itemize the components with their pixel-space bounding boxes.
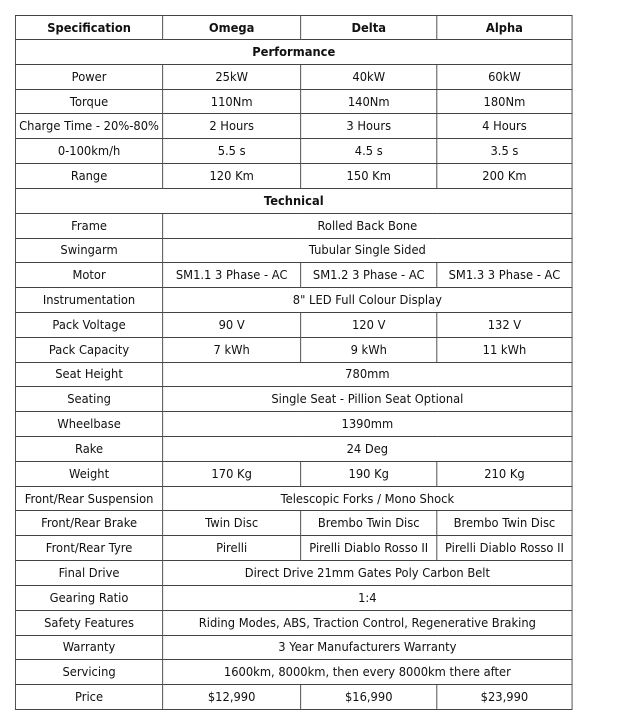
table-row — [15, 164, 572, 189]
table-row — [15, 362, 572, 387]
spec-value: 8" LED Full Colour Display — [163, 288, 572, 313]
table-row — [15, 660, 572, 685]
spec-value: 40kW — [301, 64, 437, 89]
spec-label: Power — [15, 64, 162, 89]
spec-value: 1600km, 8000km, then every 8000km there after — [163, 660, 572, 685]
spec-label: Seat Height — [15, 362, 162, 387]
spec-label: Price — [15, 685, 162, 710]
spec-label: Front/Rear Brake — [15, 511, 162, 536]
spec-value: 11 kWh — [437, 337, 572, 362]
table-row — [15, 585, 572, 610]
section-title: Performance — [15, 40, 572, 65]
spec-label: Pack Voltage — [15, 312, 162, 337]
spec-table — [15, 15, 573, 710]
spec-value: Brembo Twin Disc — [437, 511, 572, 536]
spec-label: Charge Time - 20%-80% — [15, 114, 162, 139]
spec-label: Gearing Ratio — [15, 585, 162, 610]
spec-value: 5.5 s — [163, 139, 301, 164]
spec-value: 4.5 s — [301, 139, 437, 164]
spec-value: 60kW — [437, 64, 572, 89]
table-row — [15, 685, 572, 710]
spec-value: 4 Hours — [437, 114, 572, 139]
spec-value: 170 Kg — [163, 461, 301, 486]
spec-value: Pirelli — [163, 536, 301, 561]
section-title: Technical — [15, 188, 572, 213]
spec-value: Riding Modes, ABS, Traction Control, Regenerative Braking — [163, 610, 572, 635]
spec-label: Instrumentation — [15, 288, 162, 313]
table-row — [15, 387, 572, 412]
spec-value: 1:4 — [163, 585, 572, 610]
spec-value: 3 Year Manufacturers Warranty — [163, 635, 572, 660]
spec-value: 1390mm — [163, 412, 572, 437]
spec-value: 9 kWh — [301, 337, 437, 362]
spec-value: 120 Km — [163, 164, 301, 189]
spec-label: Torque — [15, 89, 162, 114]
spec-value: Single Seat - Pillion Seat Optional — [163, 387, 572, 412]
spec-value: $12,990 — [163, 685, 301, 710]
header-alpha: Alpha — [437, 16, 572, 40]
table-row — [15, 486, 572, 511]
spec-value: Pirelli Diablo Rosso II — [437, 536, 572, 561]
spec-label: Pack Capacity — [15, 337, 162, 362]
spec-value: SM1.1 3 Phase - AC — [163, 263, 301, 288]
table-row — [15, 610, 572, 635]
header-specification: Specification — [15, 16, 162, 40]
spec-label: Swingarm — [15, 238, 162, 263]
section-row-performance — [15, 40, 572, 65]
spec-value: 200 Km — [437, 164, 572, 189]
table-row — [15, 139, 572, 164]
spec-label: Frame — [15, 213, 162, 238]
header-row — [15, 16, 572, 40]
spec-value: 3 Hours — [301, 114, 437, 139]
header-delta: Delta — [301, 16, 437, 40]
spec-value: SM1.3 3 Phase - AC — [437, 263, 572, 288]
section-row-technical — [15, 188, 572, 213]
table-row — [15, 561, 572, 586]
table-row — [15, 337, 572, 362]
spec-value: $23,990 — [437, 685, 572, 710]
spec-value: Telescopic Forks / Mono Shock — [163, 486, 572, 511]
table-row — [15, 114, 572, 139]
spec-label: Final Drive — [15, 561, 162, 586]
spec-value: 3.5 s — [437, 139, 572, 164]
spec-label: Weight — [15, 461, 162, 486]
table-row — [15, 437, 572, 462]
spec-label: Servicing — [15, 660, 162, 685]
spec-value: Twin Disc — [163, 511, 301, 536]
table-row — [15, 238, 572, 263]
table-row — [15, 263, 572, 288]
spec-label: Front/Rear Suspension — [15, 486, 162, 511]
table-row — [15, 213, 572, 238]
spec-value: Rolled Back Bone — [163, 213, 572, 238]
table-row — [15, 64, 572, 89]
spec-label: Seating — [15, 387, 162, 412]
header-omega: Omega — [163, 16, 301, 40]
spec-label: Wheelbase — [15, 412, 162, 437]
spec-value: 24 Deg — [163, 437, 572, 462]
spec-value: $16,990 — [301, 685, 437, 710]
spec-label: Rake — [15, 437, 162, 462]
table-row — [15, 461, 572, 486]
spec-value: 140Nm — [301, 89, 437, 114]
spec-value: 90 V — [163, 312, 301, 337]
spec-label: Warranty — [15, 635, 162, 660]
spec-label: 0-100km/h — [15, 139, 162, 164]
spec-value: Direct Drive 21mm Gates Poly Carbon Belt — [163, 561, 572, 586]
spec-value: 150 Km — [301, 164, 437, 189]
spec-value: 190 Kg — [301, 461, 437, 486]
spec-value: Tubular Single Sided — [163, 238, 572, 263]
spec-value: 210 Kg — [437, 461, 572, 486]
spec-label: Front/Rear Tyre — [15, 536, 162, 561]
spec-value: 7 kWh — [163, 337, 301, 362]
table-row — [15, 511, 572, 536]
table-row — [15, 635, 572, 660]
table-row — [15, 536, 572, 561]
spec-value: 780mm — [163, 362, 572, 387]
spec-value: 110Nm — [163, 89, 301, 114]
table-row — [15, 312, 572, 337]
spec-value: 180Nm — [437, 89, 572, 114]
spec-label: Motor — [15, 263, 162, 288]
table-row — [15, 89, 572, 114]
spec-value: Pirelli Diablo Rosso II — [301, 536, 437, 561]
spec-value: Brembo Twin Disc — [301, 511, 437, 536]
spec-value: 120 V — [301, 312, 437, 337]
table-row — [15, 412, 572, 437]
table-row — [15, 288, 572, 313]
spec-value: SM1.2 3 Phase - AC — [301, 263, 437, 288]
spec-label: Safety Features — [15, 610, 162, 635]
spec-value: 25kW — [163, 64, 301, 89]
spec-label: Range — [15, 164, 162, 189]
spec-value: 2 Hours — [163, 114, 301, 139]
spec-value: 132 V — [437, 312, 572, 337]
